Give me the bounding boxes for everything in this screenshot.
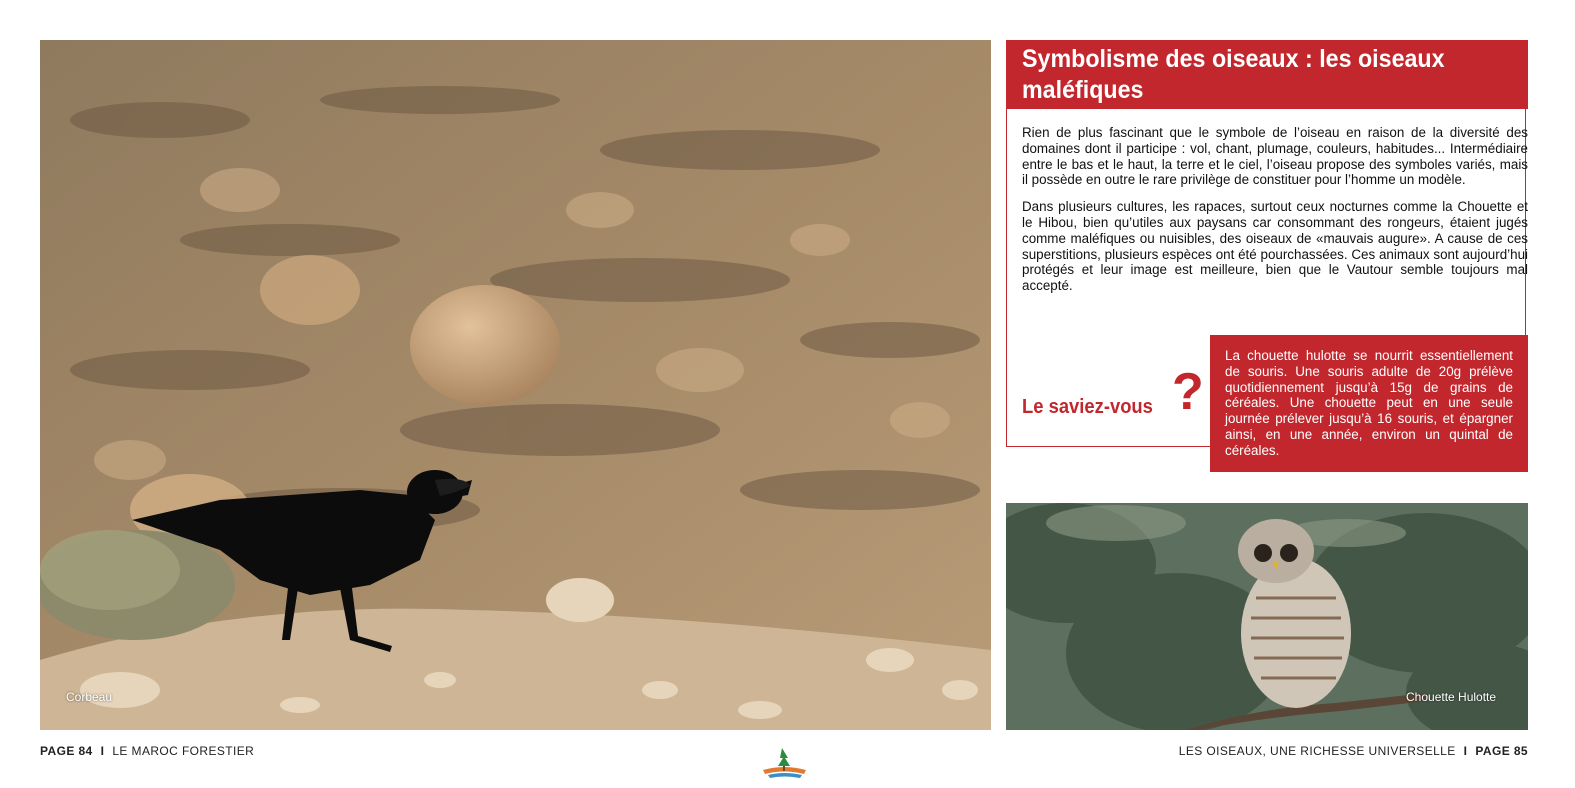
footer-separator: I: [100, 744, 105, 758]
page-number-left: PAGE 84: [40, 744, 93, 758]
article-title: Symbolisme des oiseaux : les oiseaux maléfiques: [1022, 45, 1445, 104]
footer-left-title: LE MAROC FORESTIER: [112, 744, 255, 758]
footer-right-title: LES OISEAUX, UNE RICHESSE UNIVERSELLE: [1178, 744, 1456, 758]
owl-caption: Chouette Hulotte: [1406, 690, 1497, 704]
did-you-know-box: La chouette hulotte se nourrit essentiellement de souris. Une souris adulte de 20g prélève quotidiennement jusqu’à 15g de grains de céréales. Une chouette peut en une seule journée prélever jusqu’à 16 souris, et épargner ainsi, en une année, environ un quintal de céréales.: [1210, 335, 1528, 472]
title-bar: [1006, 40, 1528, 109]
article-paragraph: Dans plusieurs cultures, les rapaces, surtout ceux nocturnes comme la Chouette et le Hibou, bien qu’utiles aux paysans car consommant des rongeurs, étaient jugés comme maléfiques ou nuisibles, des oiseaux de «mauvais augure». A cause de ces superstitions, plusieurs espèces ont été pourchassées. Ces animaux sont aujourd’hui protégés et leur image est meilleure, bien que le Vautour semble toujours mal accepté.: [1022, 199, 1528, 294]
article-paragraph: Rien de plus fascinant que le symbole de l’oiseau en raison de la diversité des domaines dont il participe : vol, chant, plumage, couleurs, habitudes... Intermédiaire entre le bas et le haut, la terre et le ciel, l’oiseau propose des symboles variés, mais il possède en outre le rare privilège de constituer pour l’homme un modèle.: [1022, 125, 1528, 188]
raven-photo: [40, 40, 991, 730]
did-you-know-label: Le saviez-vous: [1022, 396, 1153, 418]
footer-left: [40, 744, 254, 758]
raven-caption: Corbeau: [66, 690, 113, 704]
page-number-right: PAGE 85: [1475, 744, 1528, 758]
footer-separator: I: [1463, 744, 1468, 758]
article-body: [1022, 125, 1528, 305]
footer-right: [1179, 744, 1528, 758]
question-mark-icon: ?: [1172, 363, 1204, 421]
tree-logo-icon: [758, 744, 810, 780]
